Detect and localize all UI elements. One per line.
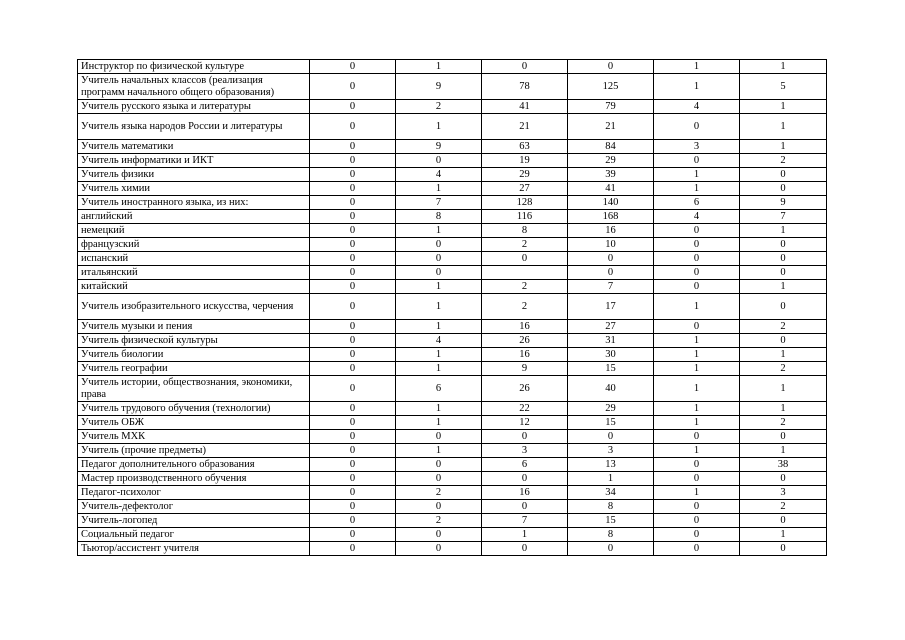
table-row: [78, 444, 827, 458]
table-cell: 0: [568, 266, 654, 280]
table-cell: 40: [568, 376, 654, 402]
table-cell: 84: [568, 140, 654, 154]
table-cell: 4: [654, 100, 740, 114]
row-label: немецкий: [78, 224, 310, 238]
table-cell: 3: [740, 486, 827, 500]
table-cell: 1: [654, 168, 740, 182]
table-row: [78, 334, 827, 348]
table-cell: 6: [396, 376, 482, 402]
table-cell: 1: [396, 182, 482, 196]
row-label: Учитель истории, обществознания, экономики, права: [78, 376, 310, 402]
table-cell: 21: [568, 114, 654, 140]
table-cell: 0: [740, 252, 827, 266]
table-cell: 0: [310, 334, 396, 348]
table-cell: 0: [654, 154, 740, 168]
table-cell: 1: [740, 114, 827, 140]
table-cell: 12: [482, 416, 568, 430]
table-cell: 0: [654, 458, 740, 472]
row-label: Учитель начальных классов (реализация программ начального общего образования): [78, 74, 310, 100]
table-row: [78, 542, 827, 556]
table-cell: 16: [482, 320, 568, 334]
table-cell: 0: [482, 500, 568, 514]
table-row: [78, 266, 827, 280]
table-cell: 0: [654, 542, 740, 556]
table-cell: 1: [654, 416, 740, 430]
table-cell: 2: [396, 100, 482, 114]
table-cell: 0: [654, 320, 740, 334]
table-cell: 16: [482, 486, 568, 500]
table-cell: 1: [396, 362, 482, 376]
table-cell: 7: [568, 280, 654, 294]
table-cell: 0: [310, 416, 396, 430]
table-cell: 8: [568, 500, 654, 514]
table-cell: 1: [740, 402, 827, 416]
table-cell: 0: [310, 444, 396, 458]
row-label: Учитель ОБЖ: [78, 416, 310, 430]
table-cell: 1: [654, 402, 740, 416]
table-body: [78, 60, 827, 556]
row-label: английский: [78, 210, 310, 224]
table-row: [78, 514, 827, 528]
table-cell: 0: [310, 168, 396, 182]
table-cell: 0: [310, 542, 396, 556]
table-cell: 4: [396, 334, 482, 348]
table-cell: 0: [740, 168, 827, 182]
table-cell: 0: [310, 430, 396, 444]
table-cell: 13: [568, 458, 654, 472]
table-cell: 140: [568, 196, 654, 210]
table-cell: 27: [568, 320, 654, 334]
table-cell: 1: [396, 402, 482, 416]
table-cell: 0: [310, 514, 396, 528]
table-cell: 0: [568, 430, 654, 444]
table-cell: 1: [396, 320, 482, 334]
table-row: [78, 252, 827, 266]
table-cell: 1: [654, 486, 740, 500]
table-cell: 2: [740, 362, 827, 376]
table-cell: 0: [310, 528, 396, 542]
table-cell: 0: [310, 100, 396, 114]
table-cell: 2: [396, 514, 482, 528]
table-row: [78, 362, 827, 376]
table-cell: 0: [568, 252, 654, 266]
row-label: Учитель физики: [78, 168, 310, 182]
table-row: [78, 224, 827, 238]
table-row: [78, 182, 827, 196]
table-cell: 7: [396, 196, 482, 210]
table-cell: 0: [310, 320, 396, 334]
table-row: [78, 196, 827, 210]
table-cell: 0: [396, 266, 482, 280]
table-cell: 9: [396, 140, 482, 154]
table-cell: 2: [740, 154, 827, 168]
table-cell: 0: [310, 196, 396, 210]
table-cell: 41: [568, 182, 654, 196]
table-cell: 0: [310, 458, 396, 472]
row-label: Учитель информатики и ИКТ: [78, 154, 310, 168]
table-cell: 9: [740, 196, 827, 210]
table-cell: 38: [740, 458, 827, 472]
table-row: [78, 74, 827, 100]
table-cell: 1: [654, 444, 740, 458]
table-cell: 5: [740, 74, 827, 100]
table-cell: 0: [310, 140, 396, 154]
table-cell: 9: [482, 362, 568, 376]
table-row: [78, 528, 827, 542]
table-cell: 7: [740, 210, 827, 224]
table-row: [78, 320, 827, 334]
table-cell: 2: [740, 416, 827, 430]
row-label: Учитель изобразительного искусства, черчения: [78, 294, 310, 320]
table-cell: 78: [482, 74, 568, 100]
table-cell: 0: [310, 402, 396, 416]
row-label: Учитель биологии: [78, 348, 310, 362]
table-cell: 30: [568, 348, 654, 362]
table-cell: 0: [396, 472, 482, 486]
table-cell: 0: [396, 252, 482, 266]
table-cell: 31: [568, 334, 654, 348]
table-cell: 79: [568, 100, 654, 114]
table-cell: 0: [310, 252, 396, 266]
table-row: [78, 100, 827, 114]
table-cell: 0: [396, 500, 482, 514]
table-cell: 0: [740, 238, 827, 252]
table-cell: 1: [740, 376, 827, 402]
table-row: [78, 402, 827, 416]
table-cell: 15: [568, 362, 654, 376]
table-cell: 0: [310, 472, 396, 486]
row-label: Учитель-логопед: [78, 514, 310, 528]
table-cell: 2: [396, 486, 482, 500]
table-row: [78, 140, 827, 154]
table-cell: 29: [568, 154, 654, 168]
table-cell: 1: [654, 348, 740, 362]
table-cell: 0: [310, 348, 396, 362]
table-cell: 1: [654, 182, 740, 196]
table-cell: 63: [482, 140, 568, 154]
table-cell: 0: [310, 74, 396, 100]
table-cell: 0: [740, 266, 827, 280]
table-cell: 0: [310, 376, 396, 402]
table-cell: 26: [482, 334, 568, 348]
table-cell: 1: [740, 348, 827, 362]
table-cell: 0: [310, 154, 396, 168]
table-row: [78, 500, 827, 514]
table-cell: 19: [482, 154, 568, 168]
row-label: Педагог дополнительного образования: [78, 458, 310, 472]
table-cell: 22: [482, 402, 568, 416]
row-label: Учитель географии: [78, 362, 310, 376]
table-cell: 0: [740, 334, 827, 348]
table-cell: 3: [654, 140, 740, 154]
table-cell: 0: [654, 114, 740, 140]
table-cell: 2: [482, 280, 568, 294]
table-cell: 0: [310, 182, 396, 196]
table-row: [78, 416, 827, 430]
table-cell: 125: [568, 74, 654, 100]
table-cell: 1: [396, 280, 482, 294]
table-cell: 168: [568, 210, 654, 224]
table-cell: 1: [654, 74, 740, 100]
table-cell: 0: [310, 210, 396, 224]
table-cell: 0: [568, 60, 654, 74]
table-cell: 1: [568, 472, 654, 486]
table-cell: 0: [310, 294, 396, 320]
table-row: [78, 458, 827, 472]
table-row: [78, 376, 827, 402]
row-label: Учитель (прочие предметы): [78, 444, 310, 458]
table-cell: 15: [568, 514, 654, 528]
table-cell: 15: [568, 416, 654, 430]
table-cell: 116: [482, 210, 568, 224]
table-cell: 9: [396, 74, 482, 100]
row-label: Учитель языка народов России и литературы: [78, 114, 310, 140]
table-cell: 1: [654, 376, 740, 402]
table-cell: 0: [310, 280, 396, 294]
table-cell: 0: [654, 238, 740, 252]
row-label: Учитель физической культуры: [78, 334, 310, 348]
table-cell: 0: [396, 528, 482, 542]
table-cell: 0: [310, 238, 396, 252]
table-row: [78, 486, 827, 500]
table-cell: 1: [740, 224, 827, 238]
table-cell: 0: [482, 472, 568, 486]
table-cell: 0: [310, 362, 396, 376]
table-cell: 1: [740, 528, 827, 542]
table-cell: 0: [310, 500, 396, 514]
table-cell: 1: [654, 334, 740, 348]
table-cell: 6: [654, 196, 740, 210]
table-cell: 1: [654, 362, 740, 376]
row-label: Учитель иностранного языка, из них:: [78, 196, 310, 210]
table-row: [78, 210, 827, 224]
table-cell: 41: [482, 100, 568, 114]
row-label: Педагог-психолог: [78, 486, 310, 500]
row-label: Учитель-дефектолог: [78, 500, 310, 514]
table-cell: 1: [396, 60, 482, 74]
table-cell: 3: [568, 444, 654, 458]
table-cell: 2: [740, 320, 827, 334]
table-cell: 16: [482, 348, 568, 362]
row-label: Мастер производственного обучения: [78, 472, 310, 486]
row-label: испанский: [78, 252, 310, 266]
table-row: [78, 114, 827, 140]
table-cell: 17: [568, 294, 654, 320]
table-cell: 1: [396, 348, 482, 362]
staff-table: [77, 59, 827, 556]
table-cell: 1: [396, 224, 482, 238]
row-label: итальянский: [78, 266, 310, 280]
table-cell: 1: [396, 444, 482, 458]
table-cell: 1: [482, 528, 568, 542]
table-row: [78, 472, 827, 486]
table-row: [78, 60, 827, 74]
table-cell: 0: [482, 60, 568, 74]
row-label: Тьютор/ассистент учителя: [78, 542, 310, 556]
table-cell: 0: [396, 154, 482, 168]
table-cell: 39: [568, 168, 654, 182]
table-cell: 27: [482, 182, 568, 196]
table-cell: 1: [740, 60, 827, 74]
table-cell: 0: [654, 224, 740, 238]
row-label: Учитель трудового обучения (технологии): [78, 402, 310, 416]
table-row: [78, 154, 827, 168]
table-row: [78, 430, 827, 444]
table-cell: 0: [310, 486, 396, 500]
table-cell: 29: [482, 168, 568, 182]
table-cell: 8: [396, 210, 482, 224]
row-label: Учитель математики: [78, 140, 310, 154]
row-label: Учитель химии: [78, 182, 310, 196]
table-cell: 8: [568, 528, 654, 542]
table-cell: 0: [482, 430, 568, 444]
table-cell: 0: [740, 542, 827, 556]
table-cell: 0: [654, 472, 740, 486]
table-cell: 0: [654, 528, 740, 542]
row-label: французский: [78, 238, 310, 252]
table-cell: 0: [396, 458, 482, 472]
table-cell: [482, 266, 568, 280]
table-cell: 1: [740, 100, 827, 114]
table-cell: 3: [482, 444, 568, 458]
table-cell: 4: [654, 210, 740, 224]
table-cell: 0: [654, 500, 740, 514]
table-cell: 0: [654, 430, 740, 444]
table-row: [78, 168, 827, 182]
table-cell: 0: [310, 224, 396, 238]
table-cell: 21: [482, 114, 568, 140]
table-cell: 0: [654, 280, 740, 294]
table-cell: 0: [568, 542, 654, 556]
table-cell: 0: [654, 252, 740, 266]
table-cell: 26: [482, 376, 568, 402]
table-cell: 0: [740, 294, 827, 320]
table-cell: 16: [568, 224, 654, 238]
table-cell: 0: [396, 542, 482, 556]
table-cell: 0: [740, 430, 827, 444]
table-cell: 2: [740, 500, 827, 514]
row-label: Учитель музыки и пения: [78, 320, 310, 334]
table-cell: 0: [396, 238, 482, 252]
table-cell: 0: [654, 514, 740, 528]
table-cell: 0: [740, 472, 827, 486]
table-cell: 7: [482, 514, 568, 528]
table-row: [78, 238, 827, 252]
table-cell: 0: [654, 266, 740, 280]
row-label: Инструктор по физической культуре: [78, 60, 310, 74]
table-row: [78, 348, 827, 362]
table-cell: 128: [482, 196, 568, 210]
table-cell: 1: [396, 416, 482, 430]
table-cell: 1: [740, 140, 827, 154]
row-label: китайский: [78, 280, 310, 294]
table-cell: 34: [568, 486, 654, 500]
table-cell: 1: [396, 294, 482, 320]
table-cell: 10: [568, 238, 654, 252]
row-label: Социальный педагог: [78, 528, 310, 542]
table-cell: 6: [482, 458, 568, 472]
table-cell: 1: [740, 444, 827, 458]
table-cell: 0: [740, 514, 827, 528]
table-cell: 2: [482, 238, 568, 252]
table-row: [78, 294, 827, 320]
table-row: [78, 280, 827, 294]
table-cell: 29: [568, 402, 654, 416]
table-cell: 1: [740, 280, 827, 294]
table-cell: 1: [396, 114, 482, 140]
table-cell: 0: [310, 114, 396, 140]
table-cell: 0: [740, 182, 827, 196]
row-label: Учитель русского языка и литературы: [78, 100, 310, 114]
table-cell: 1: [654, 60, 740, 74]
table-cell: 0: [310, 60, 396, 74]
table-cell: 0: [310, 266, 396, 280]
table-cell: 8: [482, 224, 568, 238]
table-cell: 4: [396, 168, 482, 182]
table-cell: 0: [396, 430, 482, 444]
table-cell: 1: [654, 294, 740, 320]
table-cell: 2: [482, 294, 568, 320]
table-cell: 0: [482, 252, 568, 266]
table-cell: 0: [482, 542, 568, 556]
row-label: Учитель МХК: [78, 430, 310, 444]
